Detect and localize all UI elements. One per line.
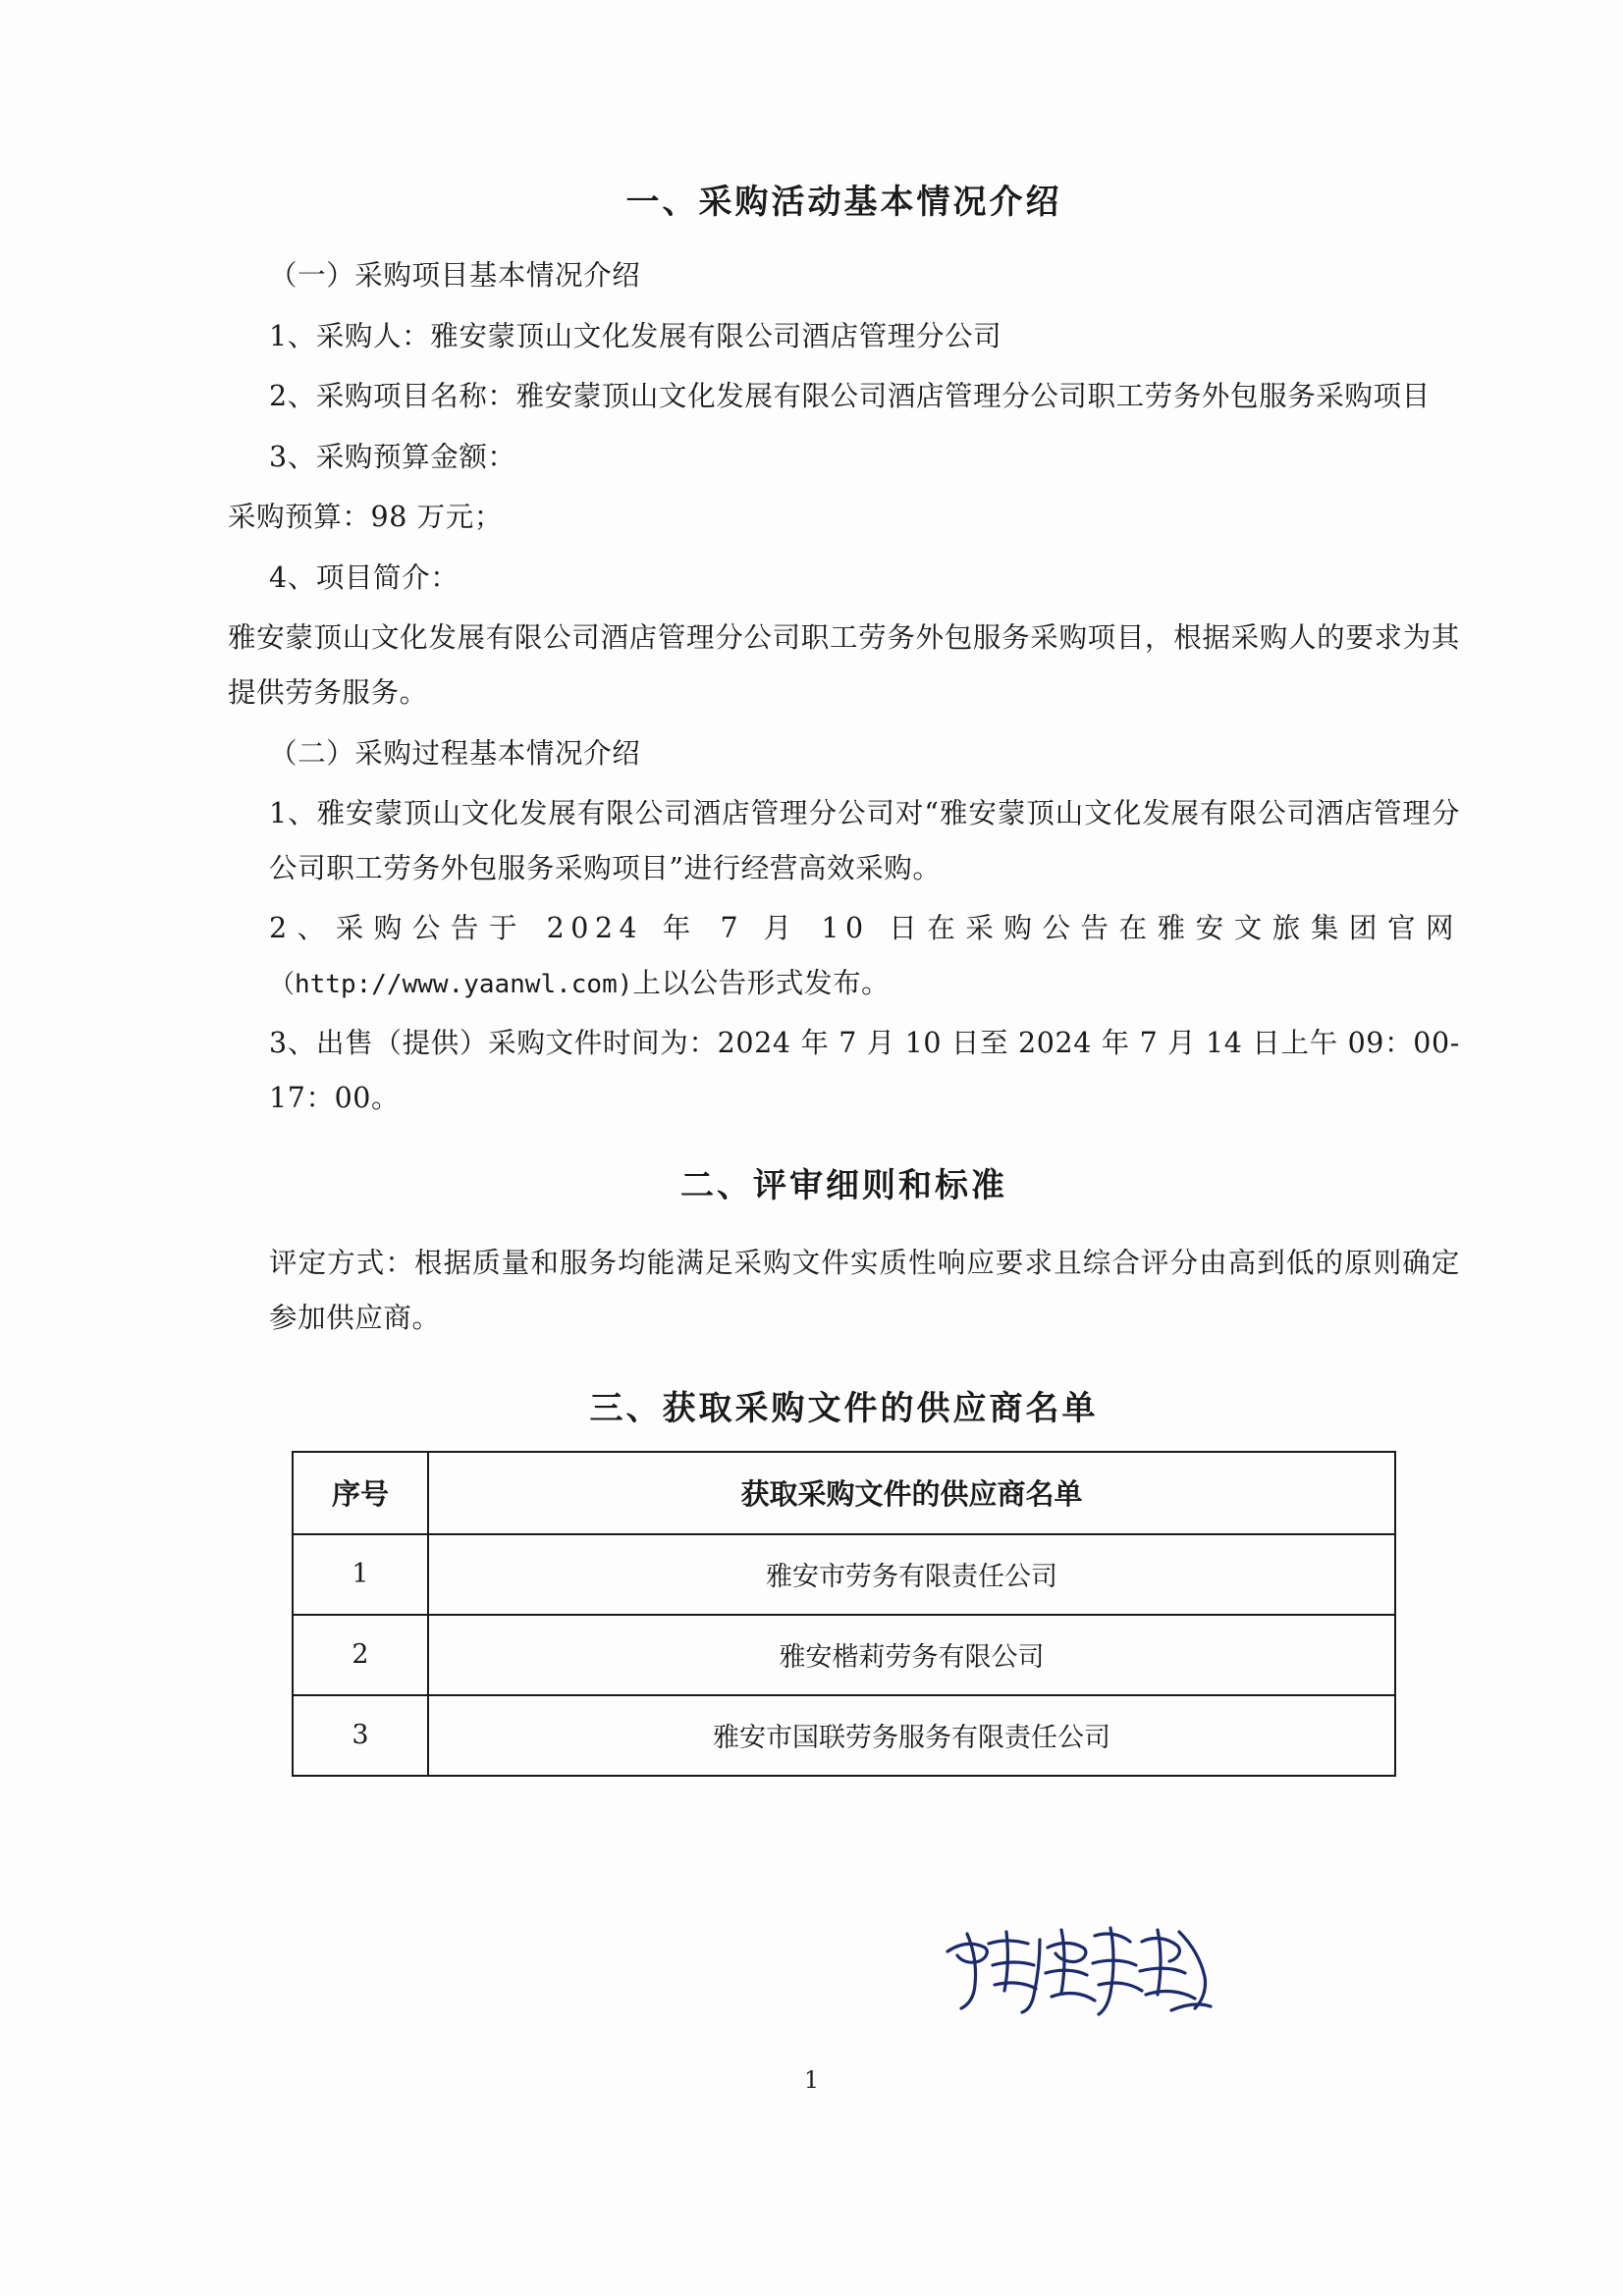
section-3-heading: 三、获取采购文件的供应商名单 xyxy=(589,1388,1099,1428)
project-name-line: 2、采购项目名称：雅安蒙顶山文化发展有限公司酒店管理分公司职工劳务外包服务采购项目 xyxy=(269,380,1431,413)
table-cell-supplier: 雅安楷莉劳务有限公司 xyxy=(428,1615,1395,1695)
process-item-2 xyxy=(228,901,1460,1010)
table-header-supplier: 获取采购文件的供应商名单 xyxy=(428,1452,1395,1534)
document-body xyxy=(228,175,1460,1777)
budget-label-line: 3、采购预算金额： xyxy=(269,440,516,473)
table-header-index: 序号 xyxy=(293,1452,428,1534)
page-number: 1 xyxy=(803,2066,820,2094)
section-1-heading: 一、采购活动基本情况介绍 xyxy=(625,183,1062,222)
process-item-1: 1、雅安蒙顶山文化发展有限公司酒店管理分公司对“雅安蒙顶山文化发展有限公司酒店管理分公司职工劳务外包服务采购项目”进行经营高效采购。 xyxy=(269,797,1460,884)
table-row xyxy=(293,1615,1395,1695)
table-row xyxy=(293,1695,1395,1776)
table-header-row xyxy=(293,1452,1395,1534)
section-2-heading: 二、评审细则和标准 xyxy=(680,1166,1007,1206)
process-item-2-tail: 上以公告形式发布。 xyxy=(632,966,891,999)
subsection-2-heading: （二）采购过程基本情况介绍 xyxy=(269,736,641,770)
table-cell-index: 2 xyxy=(293,1615,428,1695)
process-item-2-text: 2、采购公告于 2024 年 7 月 10 日在采购公告在雅安文旅集团官网 xyxy=(269,912,1460,945)
purchaser-line: 1、采购人：雅安蒙顶山文化发展有限公司酒店管理分公司 xyxy=(269,319,1002,352)
section-2-body: 评定方式：根据质量和服务均能满足采购文件实质性响应要求且综合评分由高到低的原则确定参加供应商。 xyxy=(269,1247,1460,1334)
brief-body-paragraph: 雅安蒙顶山文化发展有限公司酒店管理分公司职工劳务外包服务采购项目，根据采购人的要求为其提供劳务服务。 xyxy=(228,621,1460,709)
process-item-2-url: （http://www.yaanwl.com) xyxy=(269,969,633,999)
handwritten-signature xyxy=(938,1914,1232,2032)
table-cell-supplier: 雅安市劳务有限责任公司 xyxy=(428,1534,1395,1615)
table-cell-index: 3 xyxy=(293,1695,428,1776)
process-item-3: 3、出售（提供）采购文件时间为：2024 年 7 月 10 日至 2024 年 7 月 14 日上午 09：00-17：00。 xyxy=(269,1027,1460,1114)
brief-label-line: 4、项目简介： xyxy=(269,561,460,594)
suppliers-table xyxy=(292,1451,1396,1777)
table-cell-supplier: 雅安市国联劳务服务有限责任公司 xyxy=(428,1695,1395,1776)
budget-value-line: 采购预算：98 万元； xyxy=(228,501,503,534)
subsection-1-heading: （一）采购项目基本情况介绍 xyxy=(269,259,641,292)
table-cell-index: 1 xyxy=(293,1534,428,1615)
table-row xyxy=(293,1534,1395,1615)
